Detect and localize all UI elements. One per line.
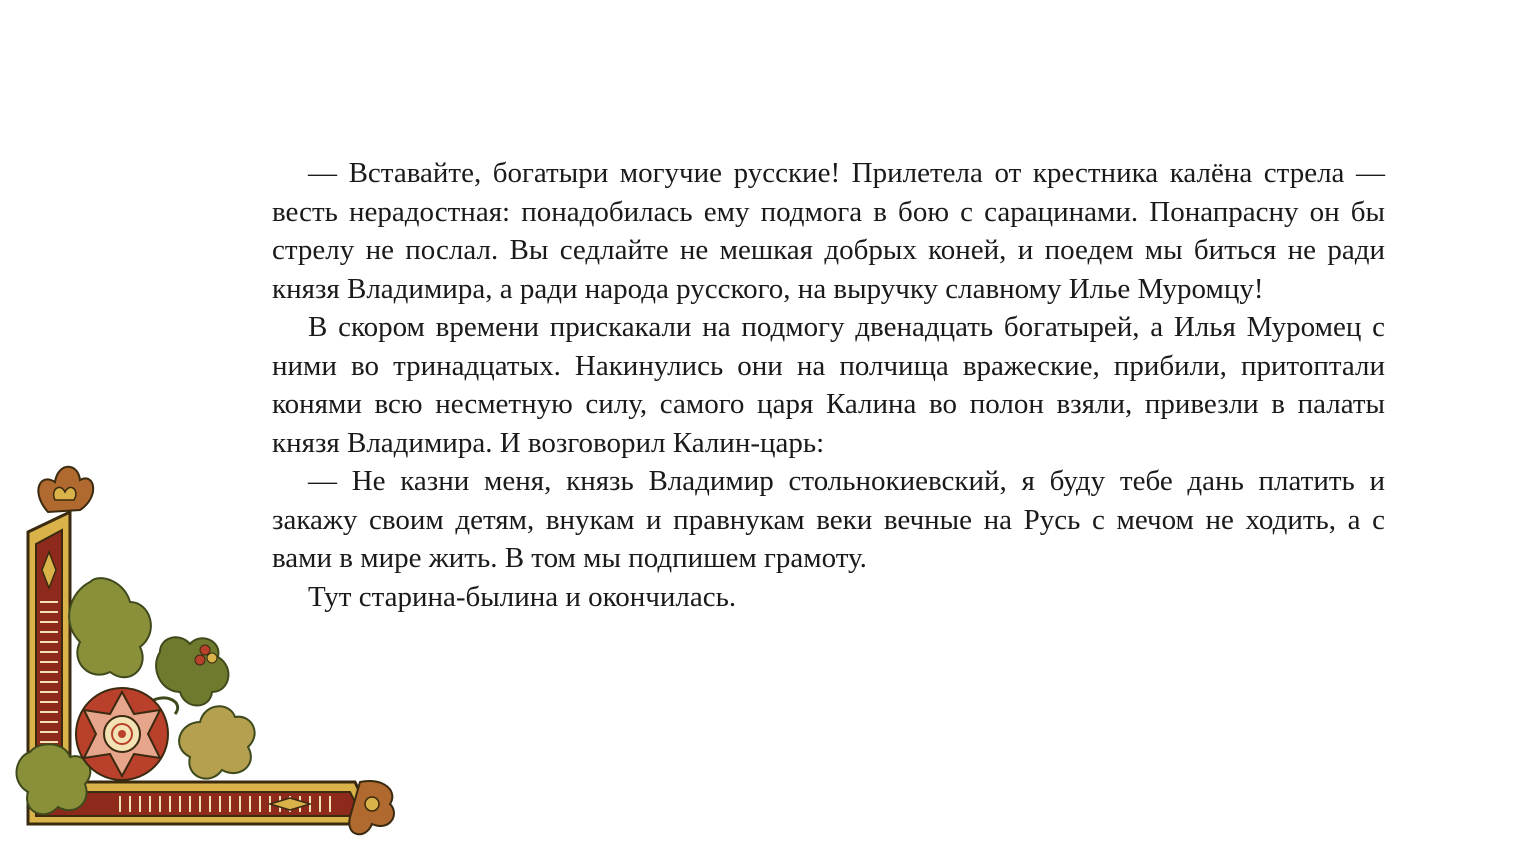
paragraph-1: — Вставайте, богатыри могучие русские! Прилетела от крестника калёна стрела — весть нерадостная: понадобилась ему подмога в бою с сарацинами. Понапрасну он бы стрелу не послал. Вы седлайте не мешкая добрых коней, и поедем мы биться не ради князя Владимира, а ради народа русского, на выручку славному Илье Муромцу! [272,157,1385,305]
floral-corner-ornament-icon [0,452,400,864]
paragraph-3: — Не казни меня, князь Владимир стольнокиевский, я буду тебе дань платить и закажу своим детям, внукам и правнукам веки вечные на Русь с мечом не ходить, а с вами в мире жить. В том мы подпишем грамоту. [272,465,1385,574]
ornament-flower [76,688,168,780]
story-text [272,154,1385,616]
ornament-finial-top [38,467,93,512]
paragraph-4: Тут старина-былина и окончилась. [308,580,737,613]
paragraph-2: В скором времени прискакали на подмогу двенадцать богатырей, а Илья Муромец с ними во тринадцатых. Накинулись они на полчища вражеские, прибили, притоптали конями всю несметную силу, самого царя Калина во полон взяли, привезли в палаты князя Владимира. И возговорил Калин-царь: [272,311,1385,459]
